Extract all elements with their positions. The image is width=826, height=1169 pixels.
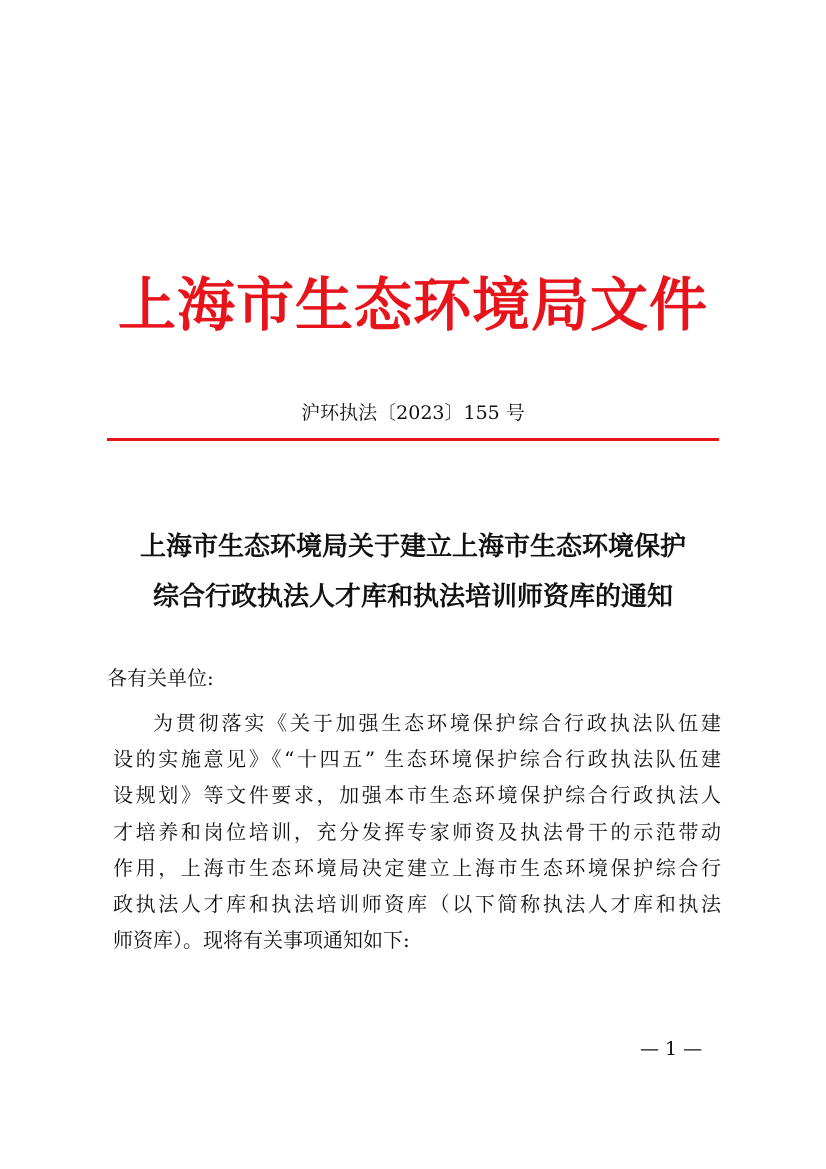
paragraph-line: 设规划》等文件要求，加强本市生态环境保护综合行政执法人 <box>113 783 721 808</box>
paragraph-line: 作用，上海市生态环境局决定建立上海市生态环境保护综合行 <box>113 855 721 880</box>
body-paragraph <box>113 705 721 958</box>
notice-title <box>100 522 726 622</box>
paragraph-line: 师资库）。现将有关事项通知如下: <box>113 928 410 953</box>
notice-title-line: 上海市生态环境局关于建立上海市生态环境保护 <box>139 532 686 562</box>
page-number: — 1 — <box>640 1038 703 1060</box>
masthead-title: 上海市生态环境局文件 <box>117 271 708 339</box>
paragraph-line: 政执法人才库和执法培训师资库（以下简称执法人才库和执法 <box>113 892 721 917</box>
red-divider <box>107 438 719 441</box>
notice-title-line: 综合行政执法人才库和执法培训师资库的通知 <box>152 582 673 612</box>
document-number: 沪环执法〔2023〕155 号 <box>301 402 525 424</box>
paragraph-line: 为贯彻落实《关于加强生态环境保护综合行政执法队伍建 <box>153 711 721 735</box>
paragraph-line: 才培养和岗位培训，充分发挥专家师资及执法骨干的示范带动 <box>113 819 721 844</box>
salutation: 各有关单位: <box>107 666 214 690</box>
paragraph-line: 设的实施意见》《“十四五” 生态环境保护综合行政执法队伍建 <box>113 747 721 772</box>
